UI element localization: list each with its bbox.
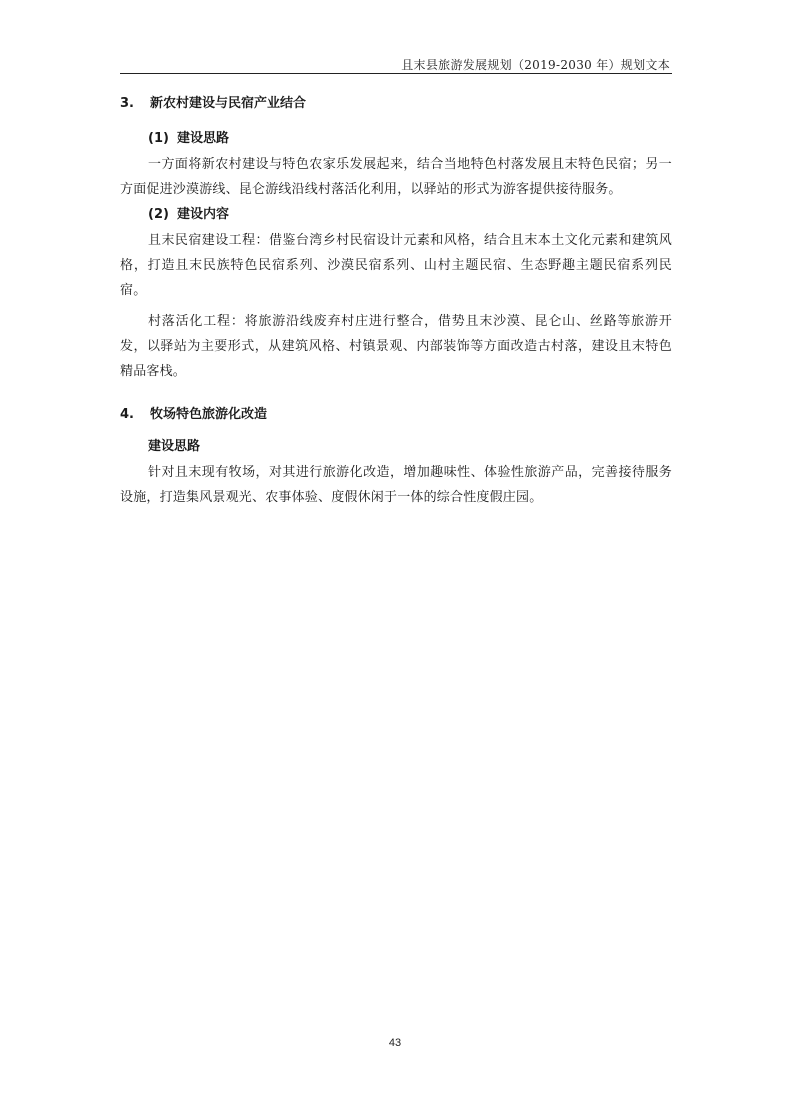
section-number: 3.: [120, 96, 134, 111]
section-heading-3: [120, 93, 672, 115]
running-header: 且末县旅游发展规划（2019-2030 年）规划文本: [401, 58, 670, 72]
section-title: 新农村建设与民宿产业结合: [150, 96, 307, 111]
page-number: 43: [388, 1037, 402, 1049]
page-body: [120, 93, 672, 510]
section-title: 牧场特色旅游化改造: [150, 407, 268, 422]
subsection-heading: [120, 436, 672, 458]
paragraph: 且末民宿建设工程：借鉴台湾乡村民宿设计元素和风格，结合且末本土文化元素和建筑风格，打造且末民族特色民宿系列、沙漠民宿系列、山村主题民宿、生态野趣主题民宿系列民宿。: [120, 233, 672, 298]
paragraph: 村落活化工程：将旅游沿线废弃村庄进行整合，借势且末沙漠、昆仑山、丝路等旅游开发，以驿站为主要形式，从建筑风格、村镇景观、内部装饰等方面改造古村落，建设且末特色精品客栈。: [120, 314, 672, 379]
subsection-number: (2): [148, 207, 169, 222]
subsection-number: (1): [148, 131, 169, 146]
subsection-heading-1: [120, 128, 672, 150]
subsection-title: 建设思路: [176, 131, 229, 146]
section-heading-4: [120, 404, 672, 426]
section-number: 4.: [120, 407, 134, 422]
paragraph: 一方面将新农村建设与特色农家乐发展起来，结合当地特色村落发展且末特色民宿；另一方面促进沙漠游线、昆仑游线沿线村落活化利用，以驿站的形式为游客提供接待服务。: [120, 157, 672, 197]
paragraph: 针对且末现有牧场，对其进行旅游化改造，增加趣味性、体验性旅游产品，完善接待服务设施，打造集风景观光、农事体验、度假休闲于一体的综合性度假庄园。: [120, 465, 672, 505]
subsection-title: 建设思路: [148, 439, 201, 454]
subsection-heading-2: [120, 204, 672, 226]
subsection-title: 建设内容: [176, 207, 229, 222]
header-rule: [120, 73, 672, 74]
